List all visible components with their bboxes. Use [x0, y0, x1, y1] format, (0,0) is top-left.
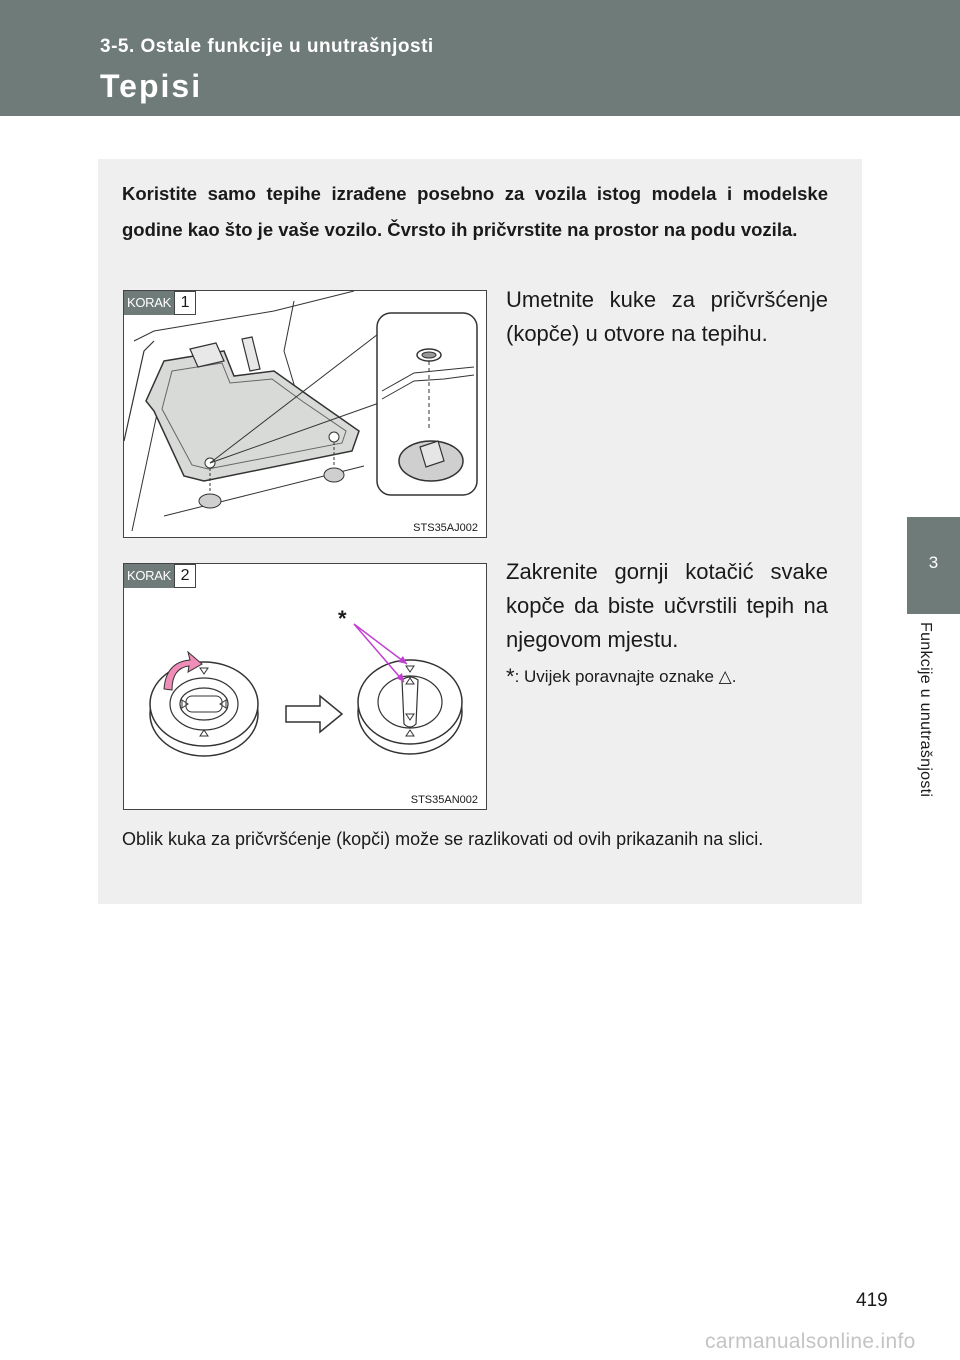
- note-marker: *: [506, 664, 515, 689]
- step-badge: [124, 564, 196, 588]
- step-badge-number: 1: [174, 291, 196, 315]
- figure-step-2: [123, 563, 487, 810]
- chapter-number: 3: [928, 553, 939, 572]
- floor-mat-illustration: [124, 291, 486, 537]
- step-badge: [124, 291, 196, 315]
- page-header: [0, 0, 960, 116]
- chapter-label: Funkcije u unutrašnjosti: [917, 622, 934, 798]
- page-title: Tepisi: [100, 68, 203, 104]
- watermark: carmanualsonline.info: [705, 1330, 916, 1353]
- figure-code: STS35AN002: [410, 794, 478, 806]
- step-badge-number: 2: [174, 564, 196, 588]
- figure-code: STS35AJ002: [413, 522, 478, 534]
- note: [506, 664, 736, 690]
- footer-text: Oblik kuka za pričvršćenje (kopči) može se razlikovati od ovih prikazanih na slici.: [122, 829, 764, 849]
- step-1-text: Umetnite kuke za pričvršćenje (kopče) u otvore na tepihu.: [506, 287, 828, 346]
- note-text: : Uvijek poravnajte oznake △.: [514, 667, 737, 686]
- section-label: 3-5. Ostale funkcije u unutrašnjosti: [100, 36, 434, 57]
- step-badge-label: KORAK: [124, 564, 174, 588]
- clip-rotation-illustration: [124, 564, 486, 809]
- step-2-text: Zakrenite gornji kotačić svake kopče da biste učvrstili tepih na njegovom mjestu.: [506, 559, 828, 652]
- step-badge-label: KORAK: [124, 291, 174, 315]
- figure-step-1: [123, 290, 487, 538]
- callout-asterisk: *: [338, 606, 347, 631]
- intro-text: Koristite samo tepihe izrađene posebno za vozila istog modela i modelske godine kao što je vaše vozilo. Čvrsto ih pričvrstite na prostor na podu vozila.: [122, 183, 828, 240]
- chapter-tab: [907, 517, 960, 614]
- page-number: 419: [856, 1290, 888, 1311]
